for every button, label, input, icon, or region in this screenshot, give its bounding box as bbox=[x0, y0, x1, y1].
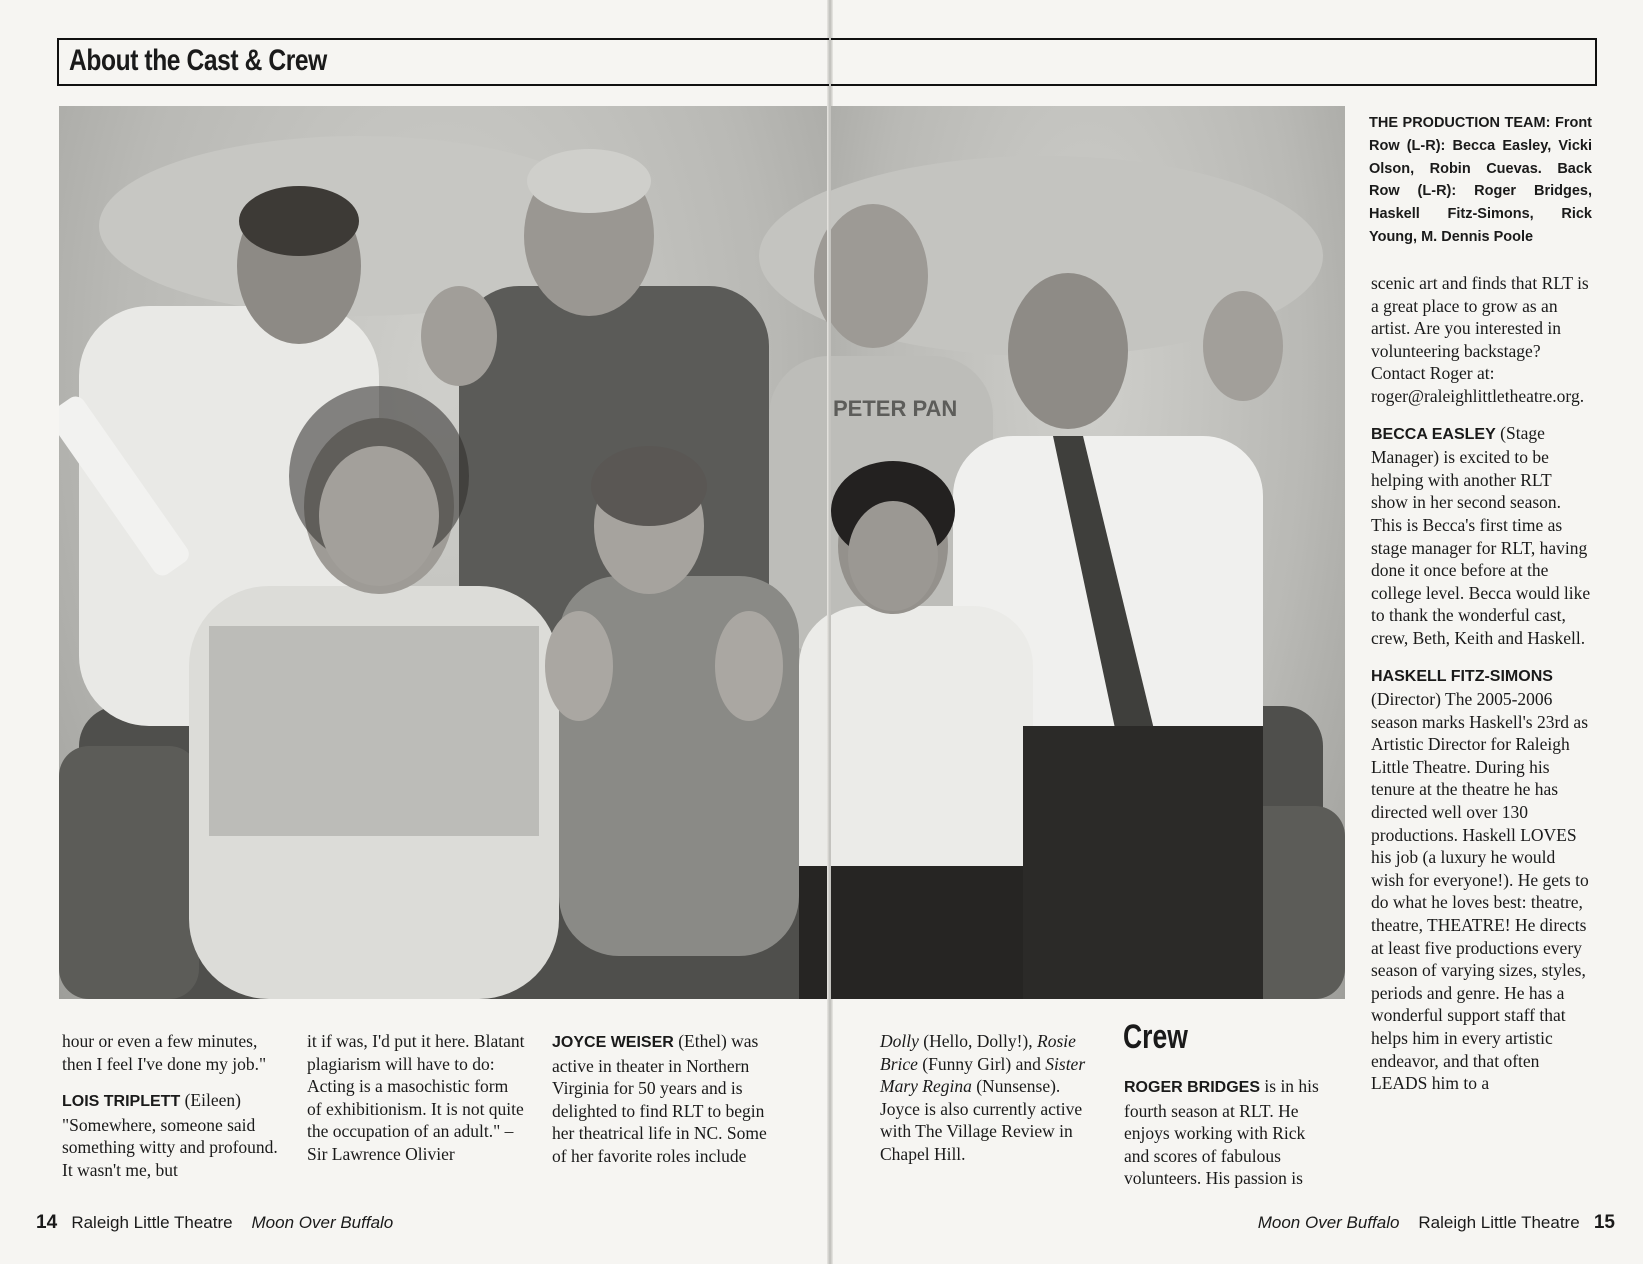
cast-role: (Eileen) bbox=[184, 1090, 241, 1111]
bio-haskell-fitz-simons bbox=[1371, 664, 1591, 1095]
bio-text: is in his fourth season at RLT. He enjoys working with Rick and scores of fabulous volunteers. His passion is bbox=[1124, 1076, 1319, 1189]
crew-name: ROGER BRIDGES bbox=[1124, 1079, 1261, 1096]
bio-text: "Somewhere, someone said something witty and profound. It wasn't me, but bbox=[62, 1114, 278, 1180]
footer-org: Raleigh Little Theatre bbox=[1418, 1213, 1580, 1232]
photo-figures-left bbox=[59, 106, 827, 999]
bio-text: (Director) The 2005-2006 season marks Haskell's 23rd as Artistic Director for Raleigh Little Theatre. During his tenure at the theatre he has directed well over 130 productions. Haskell LOVES his job (a luxury he would wish for everyone!). He gets to do what he loves best: theatre, theatre, THEATRE! He directs at least five productions every season of varying sizes, styles, periods and genre. He has a wonderful support staff that helps him in every artistic endeavor, and that often LEADS him to a bbox=[1371, 689, 1589, 1094]
role-title: Rosie Brice bbox=[880, 1031, 1076, 1074]
column-5 bbox=[1124, 1075, 1334, 1190]
bio-text: (Nunsense). Joyce is also currently active with The Village Review in Chapel Hill. bbox=[880, 1076, 1083, 1164]
footer-show: Moon Over Buffalo bbox=[251, 1213, 394, 1232]
caption-heading: THE PRODUCTION TEAM: bbox=[1369, 115, 1551, 131]
page-number: 14 bbox=[36, 1212, 58, 1233]
cast-role: (Ethel) bbox=[678, 1031, 727, 1051]
page-number: 15 bbox=[1593, 1212, 1615, 1233]
paragraph: it if was, I'd put it here. Blatant plagiarism will have to do: Acting is a masochistic form of exhibitionism. It is not quite the occupation of an adult." – Sir Lawrence Olivier bbox=[307, 1031, 525, 1164]
footer-org: Raleigh Little Theatre bbox=[71, 1213, 233, 1232]
paragraph: hour or even a few minutes, then I feel I've done my job." bbox=[62, 1031, 267, 1074]
bio-roger-bridges bbox=[1124, 1075, 1334, 1190]
section-header-box bbox=[57, 38, 829, 86]
column-3 bbox=[552, 1030, 774, 1168]
column-1 bbox=[62, 1030, 280, 1182]
role-title: Dolly bbox=[880, 1031, 919, 1051]
paragraph: scenic art and finds that RLT is a great place to grow as an artist. Are you interested in volunteering backstage? Contact Roger at: roger@raleighlittletheatre.org. bbox=[1371, 273, 1589, 406]
show-name: (Funny Girl) and bbox=[922, 1053, 1041, 1074]
bio-joyce-weiser bbox=[552, 1030, 774, 1168]
column-4 bbox=[880, 1030, 1095, 1166]
crew-name: BECCA EASLEY bbox=[1371, 425, 1496, 443]
photo-figures-right bbox=[831, 106, 1345, 999]
production-team-photo-left bbox=[59, 106, 827, 999]
bio-text: (Stage Manager) is excited to be helping with another RLT show in her second season. This is Becca's first time as stage manager for RLT, having done it once before at the college level. Becca would like to thank the wonderful cast, crew, Beth, Keith and Haskell. bbox=[1371, 422, 1591, 648]
section-title: About the Cast & Crew bbox=[69, 44, 327, 77]
cast-name: JOYCE WEISER bbox=[552, 1034, 674, 1051]
section-header-box-continued bbox=[831, 38, 1597, 86]
bio-lois-triplett bbox=[62, 1089, 280, 1181]
column-6 bbox=[1371, 272, 1591, 1095]
production-team-photo-right bbox=[831, 106, 1345, 999]
photo-caption bbox=[1369, 112, 1592, 249]
bio-text: was active in theater in Northern Virginia for 50 years and is delighted to find RLT to begin her theatrical life in NC. Some of her favorite roles include bbox=[552, 1031, 767, 1166]
bio-becca-easley bbox=[1371, 422, 1591, 650]
paragraph bbox=[880, 1030, 1095, 1166]
cast-name: LOIS TRIPLETT bbox=[62, 1093, 181, 1111]
footer-left bbox=[36, 1212, 393, 1234]
column-2 bbox=[307, 1030, 527, 1166]
crew-heading: Crew bbox=[1123, 1018, 1188, 1056]
show-name: (Hello, Dolly!), bbox=[923, 1031, 1033, 1051]
footer-right bbox=[1258, 1212, 1615, 1234]
caption-text: Front Row (L-R): Becca Easley, Vicki Olson, Robin Cuevas. Back Row (L-R): Roger Bridges, Haskell Fitz-Simons, Rick Young, M. Dennis Poole bbox=[1369, 115, 1593, 245]
role-title: Sister Mary Regina bbox=[880, 1053, 1086, 1097]
crew-name: HASKELL FITZ-SIMONS bbox=[1371, 667, 1553, 685]
footer-show: Moon Over Buffalo bbox=[1257, 1213, 1400, 1232]
